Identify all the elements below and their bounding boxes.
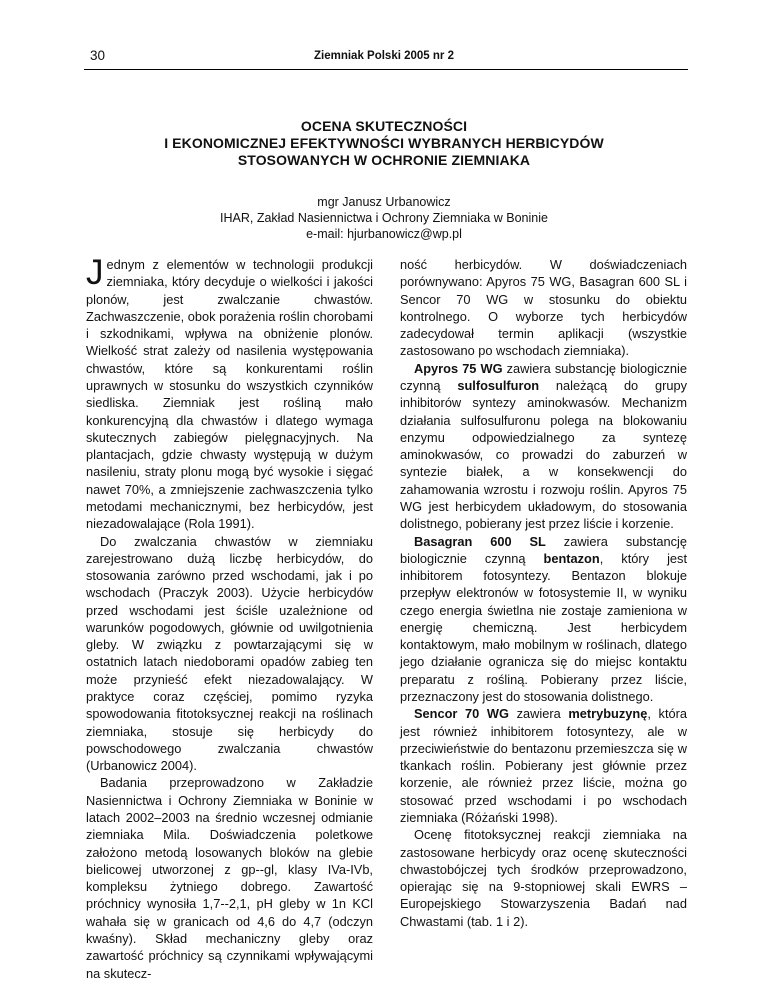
page-number: 30 xyxy=(90,48,106,63)
title-line-1: OCENA SKUTECZNOŚCI xyxy=(300,118,468,134)
column-right xyxy=(400,256,687,930)
paragraph-apyros: Apyros 75 WG zawiera substancję biologicznie czynną sulfosulfuron należącą do grupy inhibitorów syntezy aminokwasów. Mechanizm działania sulfosulfuronu polega na blokowaniu enzymu odpowiedzialnego za syntezę aminokwasów, co prowadzi do zaburzeń w syntezie białek, a w konsekwencji do zahamowania wzrostu i rozwoju roślin. Apyros 75 WG jest herbicydem układowym, do stosowania dolistnego, pobierany jest przez liście i korzenie. xyxy=(400,360,688,532)
product-basagran: Basagran 600 SL xyxy=(414,533,546,549)
substance-bentazon: bentazon xyxy=(543,550,600,566)
author-email: e-mail: hjurbanowicz@wp.pl xyxy=(306,227,462,241)
title-line-2: I EKONOMICZNEJ EFEKTYWNOŚCI WYBRANYCH HERBICYDÓW xyxy=(164,135,604,151)
author-name: mgr Janusz Urbanowicz xyxy=(317,195,451,209)
header-rule xyxy=(84,69,688,70)
paragraph-2: Do zwalczania chwastów w ziemniaku zarejestrowano dużą liczbę herbicydów, do stosowania zarówno przed wschodami, jak i po wschodach (Praczyk 2003). Użycie herbicydów przed wschodami jest ściśle uzależnione od warunków pogodowych, głównie od uwilgotnienia gleby. W związku z powtarzającymi się w ostatnich latach niedoborami opadów zabieg ten może przynieść efekt niezadowalający. W praktyce coraz częściej, pomimo ryzyka spowodowania fitotoksycznej reakcji na roślinach ziemniaka, stosuje się herbicydy do powschodowego zwalczania chwastów (Urbanowicz 2004). xyxy=(86,533,373,774)
author-affiliation: IHAR, Zakład Nasiennictwa i Ochrony Ziemniaka w Boninie xyxy=(220,211,548,225)
substance-sulfosulfuron: sulfosulfuron xyxy=(457,377,540,393)
paragraph-3: Badania przeprowadzono w Zakładzie Nasiennictwa i Ochrony Ziemniaka w Boninie w latach 2002–2003 na średnio wczesnej odmianie ziemniaka Mila. Doświadczenia poletkowe założono metodą losowanych bloków na glebie bielicowej utworzonej z gp--gl, klasy IVa-IVb, kompleksu żytniego dobrego. Zawartość próchnicy wynosiła 1,7--2,1, pH gleby w 1n KCl wahała się w granicach od 4,6 do 4,7 (odczyn kwaśny). Skład mechaniczny gleby oraz zawartość próchnicy są czynnikami wpływającymi na skutecz- xyxy=(86,775,373,981)
paragraph-8: Ocenę fitotoksycznej reakcji ziemniaka na zastosowane herbicydy oraz ocenę skuteczności chwastobójczej tych środków przeprowadzono, opierając się na 9-stopniowej skali EWRS – Europejskiego Stowarzyszenia Badań nad Chwastami (tab. 1 i 2). xyxy=(400,827,687,929)
paragraph-basagran: Basagran 600 SL zawiera substancję biologicznie czynną bentazon, który jest inhibitorem fotosyntezy. Bentazon blokuje przepływ elektronów w fotosystemie II, w wyniku czego energia świetlna nie zostaje zamieniona w energię chemiczną. Jest herbicydem kontaktowym, mało mobilnym w roślinach, dlatego jego działanie ogranicza się do miejsc kontaktu preparatu z rośliną. Pobierany przez liście, przeznaczony jest do stosowania dolistnego. xyxy=(400,533,688,705)
paragraph-sencor: Sencor 70 WG zawiera metrybuzynę, która jest również inhibitorem fotosyntezy, ale w przeciwieństwie do bentazonu przemieszcza się w tkankach roślin. Pobierany jest głównie przez korzenie, ale również przez liście, można go stosować przed wschodami i po wschodach ziemniaka (Różański 1998). xyxy=(400,706,687,825)
paragraph-1 xyxy=(86,253,373,533)
title-line-3: STOSOWANYCH W OCHRONIE ZIEMNIAKA xyxy=(237,152,531,168)
drop-cap: J xyxy=(86,253,104,292)
running-header: Ziemniak Polski 2005 nr 2 xyxy=(314,50,454,62)
column-left xyxy=(86,253,373,982)
article-title xyxy=(60,118,708,169)
product-sencor: Sencor 70 WG xyxy=(414,706,509,722)
paragraph-1-text: ednym z elementów w technologii produkcji ziemniaka, który decyduje o wielkości i jakości plonów, jest zwalczanie chwastów. Zachwaszczenie, obok porażenia roślin chorobami i szkodnikami, wpływa na obniżenie plonów. Wielkość strat zależy od nasilenia występowania chwastów, które są konkurentami roślin uprawnych w stosunku do wszystkich czynników siedliska. Ziemniak jest rośliną mało konkurencyjną dla chwastów i dlatego wymaga skutecznych zabiegów pielęgnacyjnych. Na plantacjach, gdzie chwasty występują w dużym nasileniu, straty plonu mogą być wysokie i sięgać nawet 70%, a zmniejszenie zachwaszczenia tylko metodami mechanicznymi, bez herbicydów, jest niezadowalające (Rola 1991). xyxy=(86,257,373,532)
paragraph-4: ność herbicydów. W doświadczeniach porównywano: Apyros 75 WG, Basagran 600 SL i Sencor 70 WG w stosunku do obiektu kontrolnego. O wyborze tych herbicydów zadecydował termin aplikacji (wszystkie zastosowano po wschodach ziemniaka). xyxy=(400,257,687,359)
product-apyros: Apyros 75 WG xyxy=(414,360,503,376)
substance-metrybuzyna: metrybuzynę xyxy=(568,706,648,722)
author-block xyxy=(0,194,768,242)
